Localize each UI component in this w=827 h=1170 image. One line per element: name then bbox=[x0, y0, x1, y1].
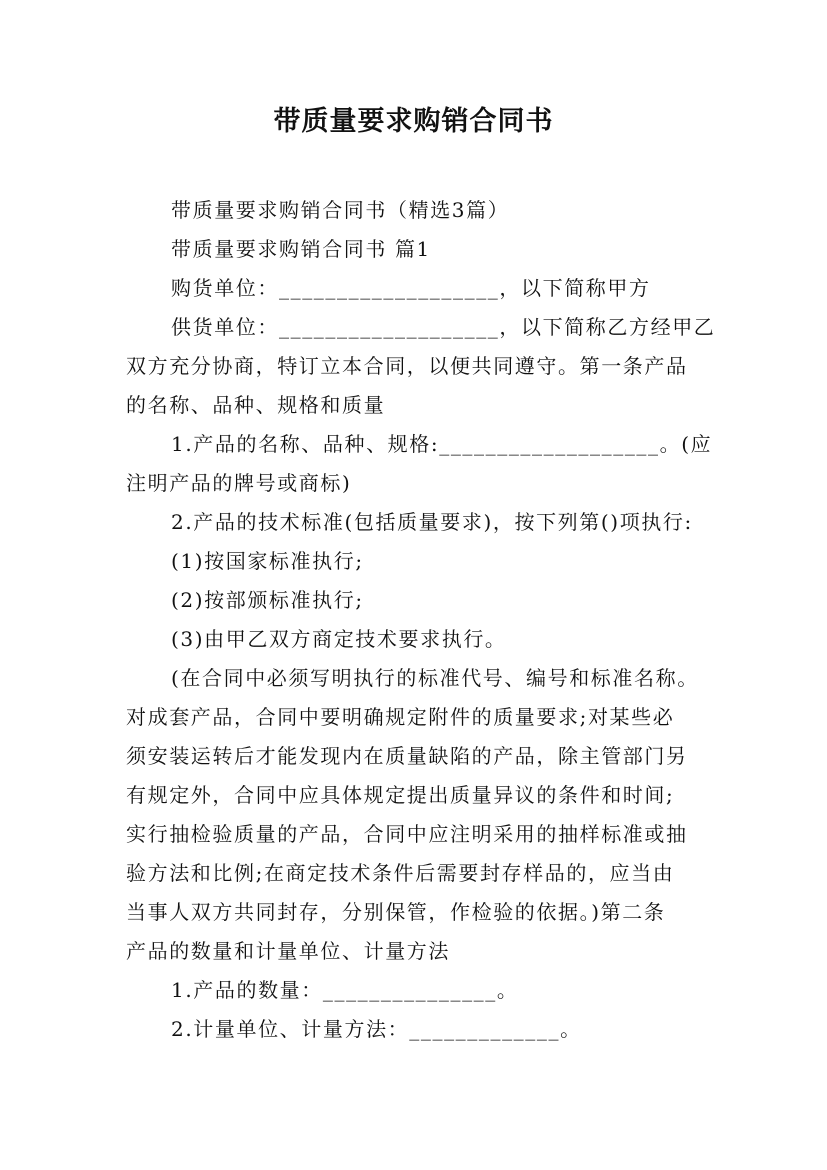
text-line-7: 1.产品的名称、品种、规格:___________________。(应 bbox=[171, 432, 713, 456]
text-line-20: 产品的数量和计量单位、计量方法 bbox=[126, 939, 450, 963]
text-line-8: 注明产品的牌号或商标) bbox=[126, 471, 352, 495]
text-line-13: (在合同中必须写明执行的标准代号、编号和标准名称。 bbox=[171, 666, 699, 690]
text-line-3: 购货单位：___________________，以下简称甲方 bbox=[171, 276, 651, 300]
text-line-12: (3)由甲乙双方商定技术要求执行。 bbox=[171, 627, 507, 651]
text-line-1: 带质量要求购销合同书（精选3篇） bbox=[171, 198, 510, 222]
text-line-5: 双方充分协商，特订立本合同，以便共同遵守。第一条产品 bbox=[126, 354, 688, 378]
text-line-2: 带质量要求购销合同书 篇1 bbox=[171, 237, 431, 261]
text-line-4: 供货单位：___________________，以下简称乙方经甲乙 bbox=[171, 315, 716, 339]
text-line-11: (2)按部颁标准执行; bbox=[171, 588, 364, 612]
text-line-22: 2.计量单位、计量方法：_____________。 bbox=[171, 1017, 582, 1041]
text-line-9: 2.产品的技术标准(包括质量要求)，按下列第()项执行: bbox=[171, 510, 693, 534]
text-line-14: 对成套产品，合同中要明确规定附件的质量要求;对某些必 bbox=[126, 705, 675, 729]
text-line-18: 验方法和比例;在商定技术条件后需要封存样品的，应当由 bbox=[126, 861, 675, 885]
text-line-16: 有规定外，合同中应具体规定提出质量异议的条件和时间; bbox=[126, 783, 675, 807]
text-line-19: 当事人双方共同封存，分别保管，作检验的依据。)第二条 bbox=[126, 900, 666, 924]
text-line-17: 实行抽检验质量的产品，合同中应注明采用的抽样标准或抽 bbox=[126, 822, 688, 846]
text-line-6: 的名称、品种、规格和质量 bbox=[126, 393, 386, 417]
text-line-10: (1)按国家标准执行; bbox=[171, 549, 364, 573]
document-title: 带质量要求购销合同书 bbox=[273, 106, 554, 137]
text-line-15: 须安装运转后才能发现内在质量缺陷的产品，除主管部门另 bbox=[126, 744, 688, 768]
text-line-21: 1.产品的数量：_______________。 bbox=[171, 978, 519, 1002]
